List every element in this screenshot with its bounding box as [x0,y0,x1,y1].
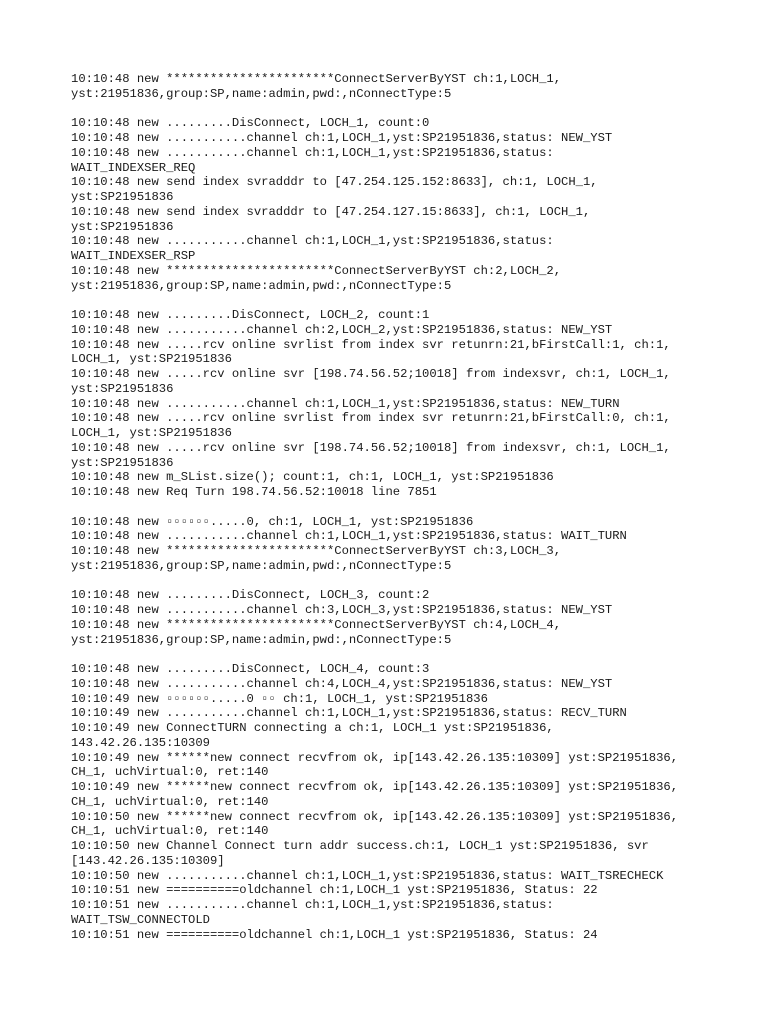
log-line: yst:SP21951836 [71,381,174,396]
log-line: 10:10:48 new send index svradddr to [47.254.125.152:8633], ch:1, LOCH_1, [71,175,598,190]
log-line: WAIT_INDEXSER_REQ [71,160,196,175]
log-line: 10:10:48 new .........DisConnect, LOCH_1, count:0 [71,116,430,131]
log-line: 10:10:49 new ▫▫▫▫▫▫.....0 ▫▫ ch:1, LOCH_1, yst:SP21951836 [71,691,488,706]
log-line: 10:10:48 new m_SList.size(); count:1, ch:1, LOCH_1, yst:SP21951836 [71,470,554,485]
log-line: 10:10:48 new ***********************ConnectServerByYST ch:1,LOCH_1, [71,72,562,86]
log-line: 10:10:49 new ConnectTURN connecting a ch:1, LOCH_1 yst:SP21951836, [71,721,554,735]
log-line: WAIT_TSW_CONNECTOLD [71,912,210,927]
log-line: yst:SP21951836 [71,190,174,204]
log-line: yst:SP21951836 [71,455,174,470]
log-line: yst:21951836,group:SP,name:admin,pwd:,nConnectType:5 [71,278,452,293]
log-line: 10:10:50 new ...........channel ch:1,LOCH_1,yst:SP21951836,status: WAIT_TSRECHECK [71,868,664,883]
log-line: 10:10:50 new Channel Connect turn addr success.ch:1, LOCH_1 yst:SP21951836, svr [71,839,649,853]
log-line: LOCH_1, yst:SP21951836 [71,426,232,440]
log-line: 10:10:48 new ...........channel ch:2,LOCH_2,yst:SP21951836,status: NEW_YST [71,322,613,337]
log-line: [143.42.26.135:10309] [71,853,225,868]
log-line: 10:10:49 new ******new connect recvfrom ok, ip[143.42.26.135:10309] yst:SP21951836, [71,750,679,765]
log-line: 10:10:51 new ==========oldchannel ch:1,LOCH_1 yst:SP21951836, Status: 24 [71,927,598,942]
log-line: 10:10:48 new send index svradddr to [47.254.127.15:8633], ch:1, LOCH_1, [71,204,591,219]
log-line: 10:10:51 new ...........channel ch:1,LOCH_1,yst:SP21951836,status: [71,898,554,912]
log-line: LOCH_1, yst:SP21951836 [71,352,232,367]
log-line: 10:10:51 new ==========oldchannel ch:1,LOCH_1 yst:SP21951836, Status: 22 [71,883,598,898]
log-line: 10:10:48 new ...........channel ch:1,LOCH_1,yst:SP21951836,status: WAIT_TURN [71,529,627,544]
log-line: 10:10:48 new ...........channel ch:3,LOCH_3,yst:SP21951836,status: NEW_YST [71,603,613,617]
log-line: 10:10:48 new .....rcv online svrlist from index svr retunrn:21,bFirstCall:0, ch:1, [71,411,671,426]
log-line: 10:10:48 new ...........channel ch:1,LOCH_1,yst:SP21951836,status: [71,145,554,160]
log-blank-line [71,574,721,589]
log-line: 10:10:48 new ...........channel ch:4,LOCH_4,yst:SP21951836,status: NEW_YST [71,676,613,691]
log-line: yst:21951836,group:SP,name:admin,pwd:,nConnectType:5 [71,632,452,647]
log-line: yst:21951836,group:SP,name:admin,pwd:,nConnectType:5 [71,558,452,573]
log-line: 10:10:48 new Req Turn 198.74.56.52:10018 line 7851 [71,485,437,499]
log-line: CH_1, uchVirtual:0, ret:140 [71,765,269,780]
log-line: 10:10:48 new ...........channel ch:1,LOCH_1,yst:SP21951836,status: NEW_TURN [71,396,620,411]
log-blank-line [71,102,721,117]
log-line: 10:10:48 new ...........channel ch:1,LOCH_1,yst:SP21951836,status: NEW_YST [71,131,613,145]
log-line: 10:10:48 new ***********************ConnectServerByYST ch:3,LOCH_3, [71,544,562,558]
log-line: 10:10:48 new .....rcv online svrlist from index svr retunrn:21,bFirstCall:1, ch:1, [71,337,671,352]
log-blank-line [71,293,721,308]
log-line: 10:10:48 new ...........channel ch:1,LOCH_1,yst:SP21951836,status: [71,234,554,249]
log-line: 10:10:48 new ***********************ConnectServerByYST ch:4,LOCH_4, [71,617,562,632]
log-line: CH_1, uchVirtual:0, ret:140 [71,794,269,809]
log-text-block [71,72,721,942]
log-line: 10:10:49 new ******new connect recvfrom ok, ip[143.42.26.135:10309] yst:SP21951836, [71,780,679,794]
log-line: 10:10:48 new ▫▫▫▫▫▫.....0, ch:1, LOCH_1, yst:SP21951836 [71,514,474,529]
log-line: 10:10:48 new .....rcv online svr [198.74.56.52;10018] from indexsvr, ch:1, LOCH_1, [71,440,671,455]
log-blank-line [71,647,721,662]
log-line: 10:10:48 new .........DisConnect, LOCH_4, count:3 [71,662,430,676]
log-line: 10:10:48 new .....rcv online svr [198.74.56.52;10018] from indexsvr, ch:1, LOCH_1, [71,367,671,381]
log-line: 143.42.26.135:10309 [71,735,210,750]
log-line: 10:10:49 new ...........channel ch:1,LOCH_1,yst:SP21951836,status: RECV_TURN [71,706,627,721]
log-line: 10:10:50 new ******new connect recvfrom ok, ip[143.42.26.135:10309] yst:SP21951836, [71,809,679,824]
log-line: yst:21951836,group:SP,name:admin,pwd:,nConnectType:5 [71,86,452,101]
log-blank-line [71,500,721,515]
log-line: 10:10:48 new ***********************ConnectServerByYST ch:2,LOCH_2, [71,263,562,278]
log-line: 10:10:48 new .........DisConnect, LOCH_3, count:2 [71,588,430,603]
log-line: WAIT_INDEXSER_RSP [71,249,196,263]
log-line: yst:SP21951836 [71,219,174,234]
log-line: CH_1, uchVirtual:0, ret:140 [71,824,269,839]
log-line: 10:10:48 new .........DisConnect, LOCH_2, count:1 [71,308,430,322]
